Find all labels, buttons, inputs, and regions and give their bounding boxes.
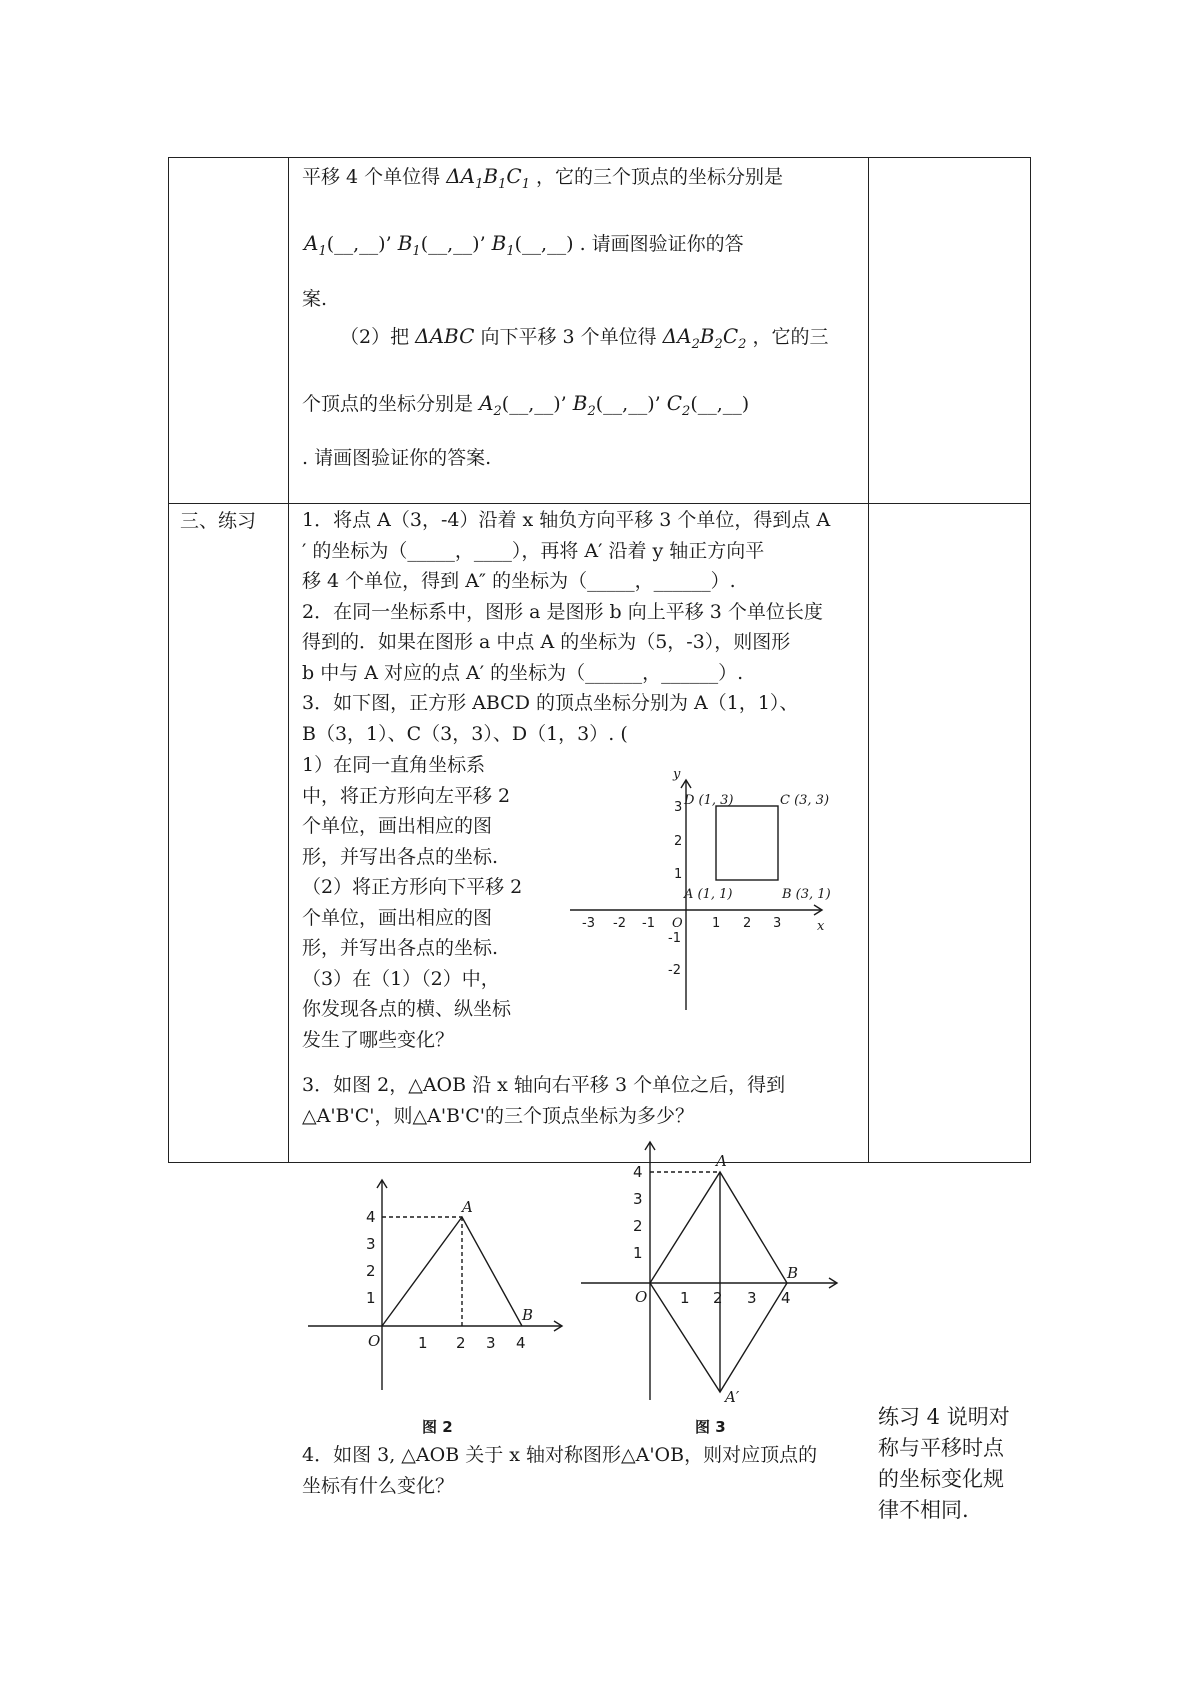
tick-label: 3 <box>366 1235 376 1253</box>
label-b: B <box>522 1306 534 1324</box>
q1-line1-suffix: ，它的三个顶点的坐标分别是 <box>536 166 784 188</box>
tick-label: 1 <box>633 1244 643 1262</box>
q3b-text <box>302 1070 785 1131</box>
tick-label: 4 <box>516 1334 526 1352</box>
vertex-c1: $B_1$ <box>491 231 515 259</box>
q2-line2-prefix: 个顶点的坐标分别是 <box>302 393 474 415</box>
q3-sub-line: （3）在（1）（2）中， <box>302 967 500 990</box>
tick-label: 3 <box>747 1289 757 1307</box>
q2-line2: 得到的．如果在图形 a 中点 A 的坐标为（5，-3），则图形 <box>302 631 791 653</box>
q1-line1: 1．将点 A（3，-4）沿着 x 轴负方向平移 3 个单位，得到点 A <box>302 509 831 531</box>
label-a: A <box>716 1152 727 1170</box>
q3-line1: 3．如下图，正方形 ABCD 的顶点坐标分别为 A（1，1）、 <box>302 692 799 714</box>
q3-sub-line: 形，并写出各点的坐标. <box>302 845 499 868</box>
label-a: A <box>462 1198 473 1216</box>
q3-line2: B（3，1）、C（3，3）、D（1，3）. ( <box>302 722 628 745</box>
figure-caption: 图 3 <box>695 1418 726 1436</box>
triangle-abc: ΔABC <box>415 324 475 348</box>
column-divider-1 <box>288 158 289 1162</box>
tick-label: 4 <box>781 1289 791 1307</box>
blank-c2: (__,__) <box>690 393 750 415</box>
tick-label: 2 <box>743 916 752 931</box>
triangle-a2b2c2: $\Delta A_2B_2C_2$ <box>662 324 747 352</box>
q2-line3: b 中与 A 对应的点 A′ 的坐标为（______，______）. <box>302 661 744 684</box>
tick-label: 1 <box>674 867 683 882</box>
vertex-c2: $C_2$ <box>666 391 691 419</box>
label-b: B (3, 1) <box>782 887 831 902</box>
tick-label: 3 <box>674 800 683 815</box>
triangle-a1b1c1: $\Delta A_1B_1C_1$ <box>446 164 530 192</box>
q3b-line2: △A'B'C'，则△A'B'C'的三个顶点坐标为多少？ <box>302 1104 695 1127</box>
q3-sub-line: 个单位，画出相应的图 <box>302 815 493 837</box>
blank-b1: (__,__) <box>420 233 480 255</box>
tick-label: 2 <box>713 1289 723 1307</box>
tick-label: 1 <box>418 1334 428 1352</box>
q3b-line1: 3．如图 2，△AOB 沿 x 轴向右平移 3 个单位之后，得到 <box>302 1074 786 1096</box>
origin-label: O <box>635 1288 648 1306</box>
tick-label: 2 <box>674 834 683 849</box>
triangle-aob <box>382 1217 522 1326</box>
kite-aob-a-prime <box>650 1172 787 1392</box>
tick-label: 3 <box>486 1334 496 1352</box>
practice-questions <box>302 505 830 749</box>
vertex-b1: $B_1$ <box>397 231 421 259</box>
q2-line3: . 请画图验证你的答案. <box>302 447 492 469</box>
q4-line2: 坐标有什么变化？ <box>302 1474 455 1497</box>
q3-sub-line: 中，将正方形向左平移 2 <box>302 784 511 807</box>
label-a-prime: A′ <box>725 1388 740 1406</box>
q2-prefix: （2）把 <box>340 326 410 348</box>
q2-suffix: ，它的三 <box>752 326 829 348</box>
label-c: C (3, 3) <box>780 793 830 808</box>
tick-label: 4 <box>366 1208 376 1226</box>
tick-label: 1 <box>680 1289 690 1307</box>
q4-text <box>302 1440 817 1501</box>
q3-sub-line: 1）在同一直角坐标系 <box>302 754 486 776</box>
label-b: B <box>787 1264 799 1282</box>
q2-line1: 2．在同一坐标系中，图形 a 是图形 b 向上平移 3 个单位长度 <box>302 600 823 623</box>
q3-sub-line: 你发现各点的横、纵坐标 <box>302 998 512 1020</box>
q3-sub-line: 发生了哪些变化？ <box>302 1028 455 1051</box>
q3-sub-line: （2）将正方形向下平移 2 <box>302 876 523 898</box>
blank-c1: (__,__) <box>514 233 574 255</box>
row-divider <box>169 503 1030 504</box>
section-heading-practice: 三、练习 <box>180 510 257 532</box>
tick-label: 3 <box>633 1190 643 1208</box>
tick-label: 1 <box>712 916 721 931</box>
y-axis-label: y <box>673 767 681 782</box>
origin-label: O <box>368 1332 381 1350</box>
q1-line3: 移 4 个单位，得到 A″ 的坐标为（_____，______）. <box>302 570 736 592</box>
tick-label: 3 <box>773 916 782 931</box>
tick-label: 1 <box>366 1289 376 1307</box>
q3-sub-line: 个单位，画出相应的图 <box>302 906 493 929</box>
blank-a1: (__,__) <box>326 233 386 255</box>
q1-line2: ′ 的坐标为（_____，____），再将 A′ 沿着 y 轴正方向平 <box>302 539 765 562</box>
origin-label: O <box>672 916 683 931</box>
q3-sub-questions <box>302 750 522 1055</box>
label-a: A (1, 1) <box>684 887 733 902</box>
blank-a2: (__,__) <box>501 393 561 415</box>
tick-label: -2 <box>613 916 626 931</box>
figure-2 <box>300 1170 570 1440</box>
q3-sub-line: 形，并写出各点的坐标. <box>302 937 499 959</box>
tick-label: 2 <box>366 1262 376 1280</box>
vertex-b2: $B_2$ <box>572 391 596 419</box>
q1-line2-suffix: . 请画图验证你的答 <box>579 233 744 255</box>
label-d: D (1, 3) <box>684 793 734 808</box>
tick-label: 2 <box>456 1334 466 1352</box>
tick-label: 2 <box>633 1217 643 1235</box>
figure-caption: 图 2 <box>422 1418 453 1436</box>
blank-b2: (__,__) <box>595 393 655 415</box>
x-axis-label: x <box>817 919 825 934</box>
vertex-a2: $A_2$ <box>479 391 502 419</box>
tick-label: -1 <box>642 916 655 931</box>
column-divider-2 <box>868 158 869 1162</box>
square-coordinate-figure <box>560 760 850 1015</box>
tick-label: -1 <box>668 931 681 946</box>
q1-line3: 案. <box>302 288 328 310</box>
square-abcd <box>716 806 778 880</box>
tick-label: -3 <box>582 916 595 931</box>
figure-3 <box>575 1140 845 1440</box>
tick-label: -2 <box>668 963 681 978</box>
q4-line1: 4．如图 3, △AOB 关于 x 轴对称图形△A'OB，则对应顶点的 <box>302 1444 818 1466</box>
q1-line1-prefix: 平移 4 个单位得 <box>302 166 441 188</box>
tick-label: 4 <box>633 1163 643 1181</box>
q2-mid: 向下平移 3 个单位得 <box>480 326 657 348</box>
vertex-a1: $A_1$ <box>304 231 327 259</box>
teacher-note: 练习 4 说明对 称与平移时点 的坐标变化规 律不相同. <box>878 1405 1010 1522</box>
